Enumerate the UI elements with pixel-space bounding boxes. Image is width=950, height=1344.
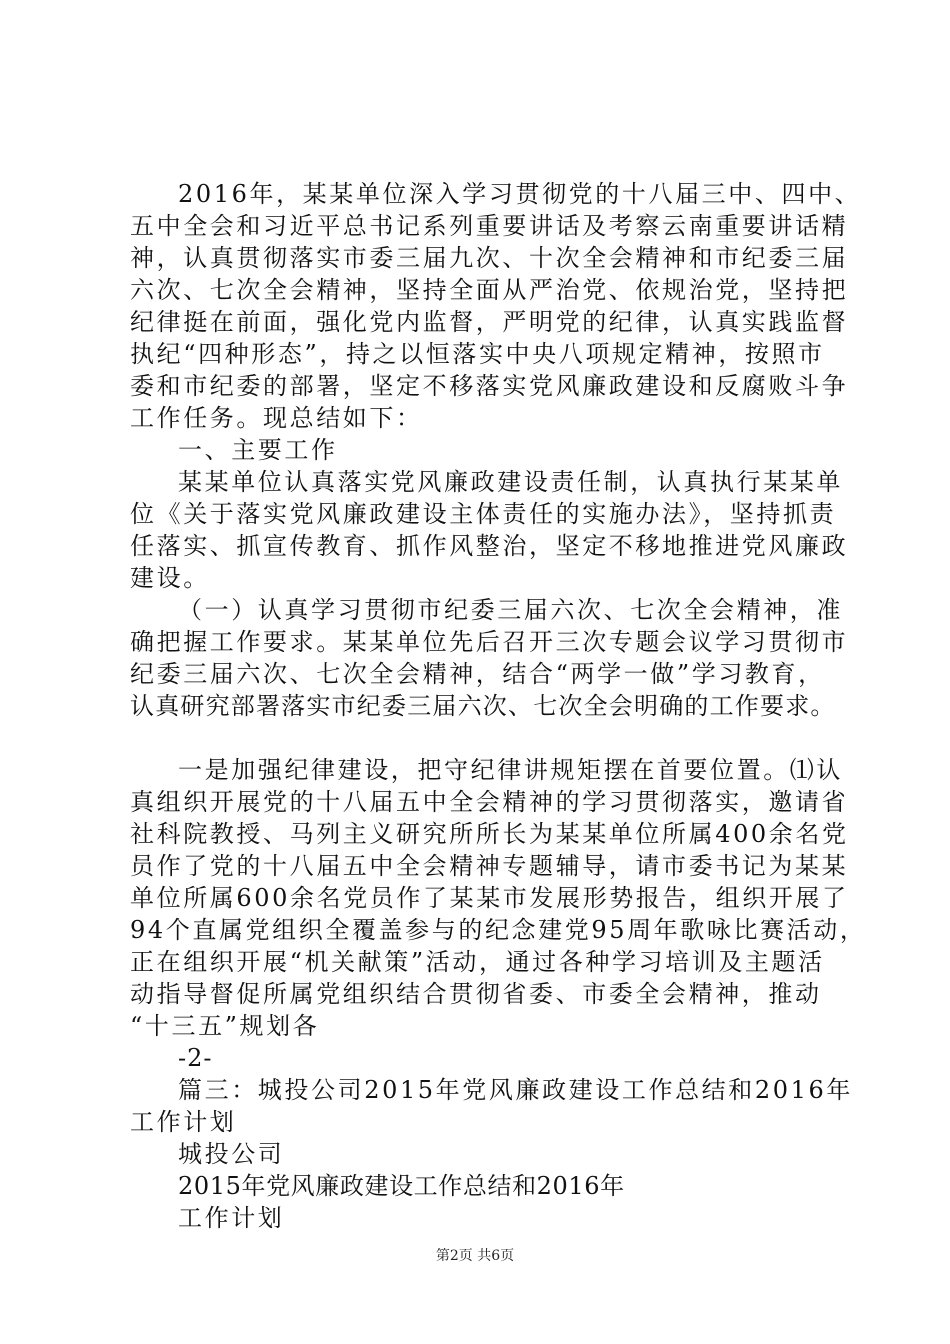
- subtitle-work-plan: 工作计划: [178, 1204, 285, 1232]
- intro-line-4: 六次、七次全会精神，坚持全面从严治党、依规治党，坚持把: [130, 276, 849, 304]
- intro-line-5: 纪律挺在前面，强化党内监督，严明党的纪律，认真实践监督: [130, 308, 849, 336]
- body-p3-line-1: 一是加强纪律建设，把守纪律讲规矩摆在首要位置。⑴认: [178, 756, 843, 784]
- intro-line-1: 2016年，某某单位深入学习贯彻党的十八届三中、四中、: [178, 180, 862, 208]
- inline-page-marker: -2-: [178, 1044, 213, 1072]
- section-heading-main-work: 一、主要工作: [178, 436, 338, 464]
- body-p1-line-3: 任落实、抓宣传教育、抓作风整治，坚定不移地推进党风廉政: [130, 532, 849, 560]
- body-p3-line-8: 动指导督促所属党组织结合贯彻省委、市委全会精神，推动: [130, 980, 822, 1008]
- body-p3-line-3: 社科院教授、马列主义研究所所长为某某单位所属400余名党: [130, 820, 849, 848]
- body-p2-line-3: 纪委三届六次、七次全会精神，结合“两学一做”学习教育，: [130, 660, 825, 688]
- intro-line-8: 工作任务。现总结如下：: [130, 404, 423, 432]
- body-p3-line-9: “十三五”规划各: [130, 1012, 320, 1040]
- intro-line-3: 神，认真贯彻落实市委三届九次、十次全会精神和市纪委三届: [130, 244, 849, 272]
- body-p2-line-4: 认真研究部署落实市纪委三届六次、七次全会明确的工作要求。: [130, 692, 836, 720]
- body-p2-line-1: （一）认真学习贯彻市纪委三届六次、七次全会精神，准: [178, 596, 843, 624]
- intro-line-6: 执纪“四种形态”，持之以恒落实中央八项规定精神，按照市: [130, 340, 825, 368]
- section-title-line-1: 篇三：城投公司2015年党风廉政建设工作总结和2016年: [178, 1076, 853, 1104]
- body-p3-line-7: 正在组织开展“机关献策”活动，通过各种学习培训及主题活: [130, 948, 825, 976]
- subtitle-company: 城投公司: [178, 1140, 285, 1168]
- body-p3-line-6: 94个直属党组织全覆盖参与的纪念建党95周年歌咏比赛活动，: [130, 916, 867, 944]
- page-footer: 第2页 共6页: [435, 1248, 515, 1264]
- section-title-line-2: 工作计划: [130, 1108, 237, 1136]
- intro-line-7: 委和市纪委的部署，坚定不移落实党风廉政建设和反腐败斗争: [130, 372, 849, 400]
- body-p1-line-2: 位《关于落实党风廉政建设主体责任的实施办法》，坚持抓责: [130, 500, 837, 528]
- body-p3-line-2: 真组织开展党的十八届五中全会精神的学习贯彻落实，邀请省: [130, 788, 849, 816]
- body-p1-line-4: 建设。: [130, 564, 210, 592]
- intro-line-2: 五中全会和习近平总书记系列重要讲话及考察云南重要讲话精: [130, 212, 849, 240]
- body-p3-line-4: 员作了党的十八届五中全会精神专题辅导，请市委书记为某某: [130, 852, 849, 880]
- body-p3-line-5: 单位所属600余名党员作了某某市发展形势报告，组织开展了: [130, 884, 849, 912]
- body-p1-line-1: 某某单位认真落实党风廉政建设责任制，认真执行某某单: [178, 468, 843, 496]
- body-p2-line-2: 确把握工作要求。某某单位先后召开三次专题会议学习贯彻市: [130, 628, 849, 656]
- subtitle-report: 2015年党风廉政建设工作总结和2016年: [178, 1172, 625, 1200]
